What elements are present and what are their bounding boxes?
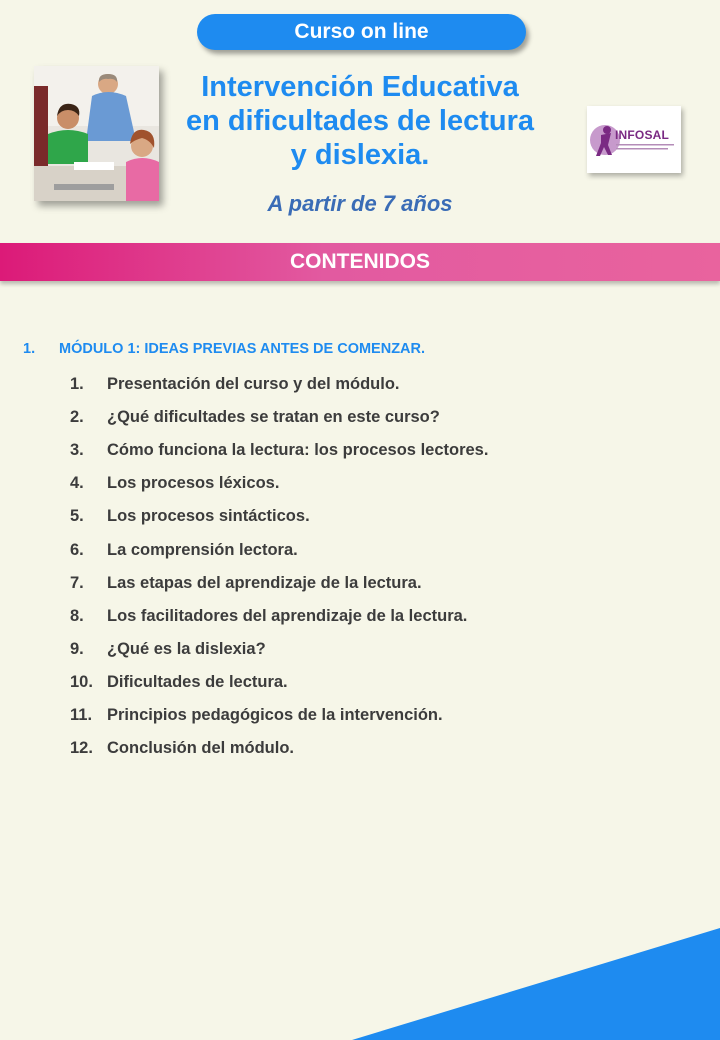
item-number: 2. bbox=[70, 408, 84, 427]
logo-wordmark: INFOSAL bbox=[615, 128, 670, 142]
title-line-1: Intervención Educativa bbox=[201, 71, 519, 103]
item-text: Las etapas del aprendizaje de la lectura. bbox=[107, 573, 422, 592]
item-number: 9. bbox=[70, 639, 84, 658]
item-number: 3. bbox=[70, 441, 84, 460]
item-text: Conclusión del módulo. bbox=[107, 739, 294, 758]
title-line-3: y dislexia. bbox=[290, 139, 430, 171]
module-number: 1. bbox=[23, 341, 36, 357]
course-badge: Curso on line bbox=[197, 14, 526, 50]
item-number: 5. bbox=[70, 507, 84, 526]
item-text: Cómo funciona la lectura: los procesos lectores. bbox=[107, 441, 489, 460]
item-number: 7. bbox=[70, 573, 84, 592]
item-number: 8. bbox=[70, 606, 84, 625]
item-text: Los procesos léxicos. bbox=[107, 474, 280, 493]
item-number: 4. bbox=[70, 474, 84, 493]
item-text: ¿Qué dificultades se tratan en este curso? bbox=[107, 408, 440, 427]
item-number: 6. bbox=[70, 540, 84, 559]
item-number: 11. bbox=[70, 705, 93, 724]
item-number: 10. bbox=[70, 672, 93, 691]
item-text: ¿Qué es la dislexia? bbox=[107, 639, 266, 658]
item-text: Los procesos sintácticos. bbox=[107, 507, 310, 526]
item-number: 1. bbox=[70, 375, 84, 394]
section-heading: CONTENIDOS bbox=[0, 243, 720, 281]
item-text: Los facilitadores del aprendizaje de la lectura. bbox=[107, 606, 468, 625]
module-title: MÓDULO 1: IDEAS PREVIAS ANTES DE COMENZAR. bbox=[59, 341, 426, 357]
item-text: Dificultades de lectura. bbox=[107, 672, 288, 691]
item-number: 12. bbox=[70, 739, 93, 758]
item-text: La comprensión lectora. bbox=[107, 540, 298, 559]
course-subtitle: A partir de 7 años bbox=[267, 191, 453, 216]
item-text: Presentación del curso y del módulo. bbox=[107, 375, 400, 394]
title-line-2: en dificultades de lectura bbox=[185, 105, 535, 137]
item-text: Principios pedagógicos de la intervención. bbox=[107, 705, 443, 724]
